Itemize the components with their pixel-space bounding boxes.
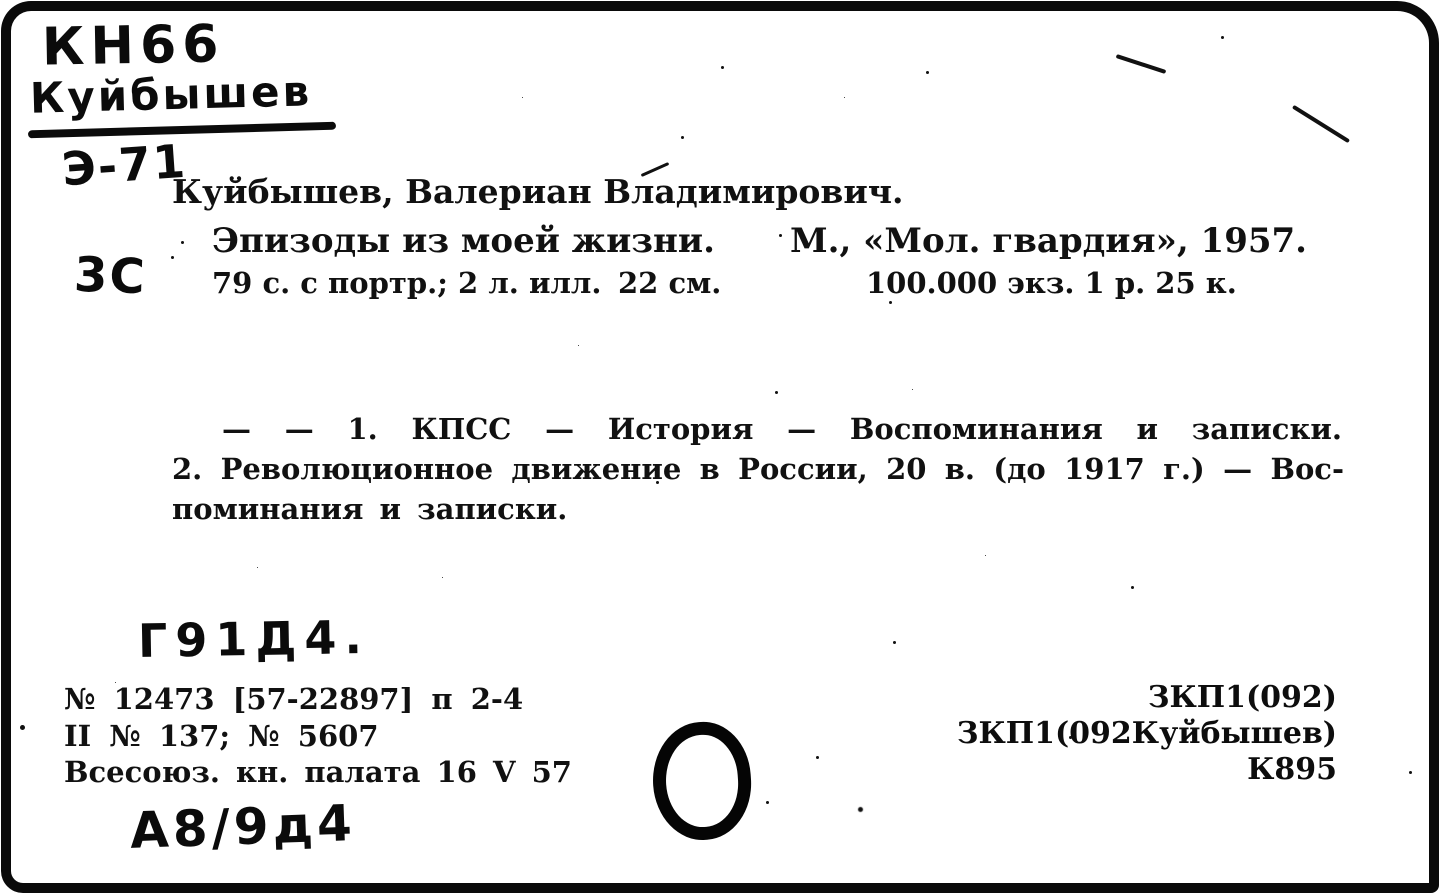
scan-noise-specks xyxy=(20,725,25,730)
handwritten-left-code: 3С xyxy=(73,246,148,306)
handwritten-circle-mark xyxy=(649,719,755,844)
handwritten-class-code: Г91Д4. xyxy=(137,609,371,669)
book-title: Эпизоды из моей жизни. xyxy=(212,221,715,261)
classification-line-3: К895 xyxy=(1247,752,1337,787)
author-heading: Куйбышев, Валериан Владимирович. xyxy=(172,172,904,211)
subject-line-3: поминания и записки. xyxy=(172,492,568,526)
imprint: М., «Мол. гвардия», 1957. xyxy=(790,221,1308,261)
collation: 79 с. с портр.; 2 л. илл. xyxy=(212,266,602,300)
print-run-price: 100.000 экз. 1 р. 25 к. xyxy=(866,266,1237,300)
book-size: 22 см. xyxy=(618,266,722,300)
classification-line-2: ЗКП1(092Куйбышев) xyxy=(956,716,1337,751)
handwritten-bottom-code: А8/9д4 xyxy=(129,794,357,860)
book-chamber-line: Всесоюз. кн. палата 16 V 57 xyxy=(64,755,572,789)
classification-line-1: ЗКП1(092) xyxy=(1147,680,1337,715)
classification-block xyxy=(957,680,1337,788)
registration-number-line: № 12473 [57-22897] п 2-4 xyxy=(64,682,524,716)
subject-line-2: 2. Революционное движение в России, 20 в. (до 1917 г.) — Вос- xyxy=(172,452,1344,486)
handwritten-shelf-code: Э-71 xyxy=(60,133,189,197)
scan-scratch xyxy=(1292,105,1350,143)
handwritten-surname: Куйбышев xyxy=(29,66,313,123)
subject-line-1: — — 1. КПСС — История — Воспоминания и записки. xyxy=(222,412,1342,446)
scan-scratch xyxy=(1116,54,1167,74)
registration-secondary-line: II № 137; № 5607 xyxy=(64,719,379,753)
handwritten-top-code: КН66 xyxy=(41,14,225,78)
